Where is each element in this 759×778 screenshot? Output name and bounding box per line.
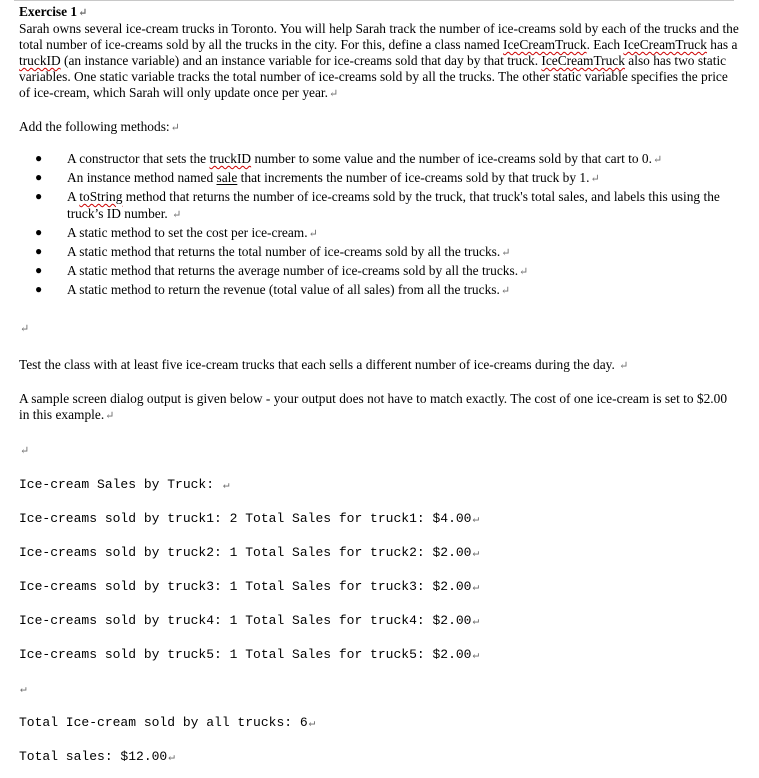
empty-paragraph: ↵ <box>20 445 30 457</box>
list-item: ● A static method that returns the average number of ice-creams sold by all the trucks.↵ <box>35 263 529 278</box>
output-total-sales: Total sales: $12.00↵ <box>19 749 175 764</box>
output-line: Ice-creams sold by truck5: 1 Total Sales for truck5: $2.00↵ <box>19 647 480 662</box>
output-line: Ice-creams sold by truck4: 1 Total Sales for truck4: $2.00↵ <box>19 613 480 628</box>
add-methods-heading: Add the following methods:↵ <box>19 119 180 134</box>
methods-list <box>19 150 739 300</box>
sample-output <box>19 476 739 765</box>
output-line: Ice-creams sold by truck2: 1 Total Sales for truck2: $2.00↵ <box>19 545 480 560</box>
empty-line: ↵ <box>20 684 27 696</box>
exercise-title: Exercise 1↵ <box>19 4 88 19</box>
output-header: Ice-cream Sales by Truck: ↵ <box>19 477 230 492</box>
page-top-border <box>14 0 734 1</box>
list-item: ● An instance method named sale that increments the number of ice-creams sold by that truck by 1.↵ <box>35 170 600 185</box>
list-item: ● A static method that returns the total number of ice-creams sold by all the trucks.↵ <box>35 244 511 259</box>
class-name-ref: IceCreamTruck <box>503 37 587 52</box>
list-item: ● A toString method that returns the number of ice-creams sold by the truck, that truck's total sales, and labels this using the truck’s ID number. ↵ <box>35 189 720 221</box>
sample-paragraph: A sample screen dialog output is given below - your output does not have to match exactly. The cost of one ice-cream is set to $2.00 in this example.↵ <box>19 391 728 422</box>
list-item: ● A static method to set the cost per ice-cream.↵ <box>35 225 318 240</box>
list-item: ● A constructor that sets the truckID number to some value and the number of ice-creams sold by that cart to 0.↵ <box>35 151 663 166</box>
list-item: ● A static method to return the revenue (total value of all sales) from all the trucks.↵ <box>35 282 511 297</box>
empty-paragraph: ↵ <box>20 323 30 335</box>
field-name-ref: truckID <box>19 53 61 68</box>
intro-paragraph: Sarah owns several ice-cream trucks in Toronto. You will help Sarah track the number of ice-creams sold by each of the trucks and the total number of ice-creams sold by all the trucks in the city. For this, define a class named IceCreamTruck. Each IceCreamTruck has a truckID (an instance variable) and an instance variable for ice-creams sold that day by that truck. IceCreamTruck also has two static variables. One static variable tracks the total number of ice-creams sold by all the trucks. The other static variable specifies the price of ice-cream, which Sarah will only update once per year.↵ <box>19 21 739 100</box>
class-name-ref: IceCreamTruck <box>541 53 625 68</box>
output-line: Ice-creams sold by truck1: 2 Total Sales for truck1: $4.00↵ <box>19 511 480 526</box>
output-line: Ice-creams sold by truck3: 1 Total Sales for truck3: $2.00↵ <box>19 579 480 594</box>
document-body <box>19 4 739 765</box>
class-name-ref: IceCreamTruck <box>623 37 707 52</box>
test-paragraph: Test the class with at least five ice-cream trucks that each sells a different number of ice-creams during the day. ↵ <box>19 357 629 372</box>
output-total-sold: Total Ice-cream sold by all trucks: 6↵ <box>19 715 316 730</box>
